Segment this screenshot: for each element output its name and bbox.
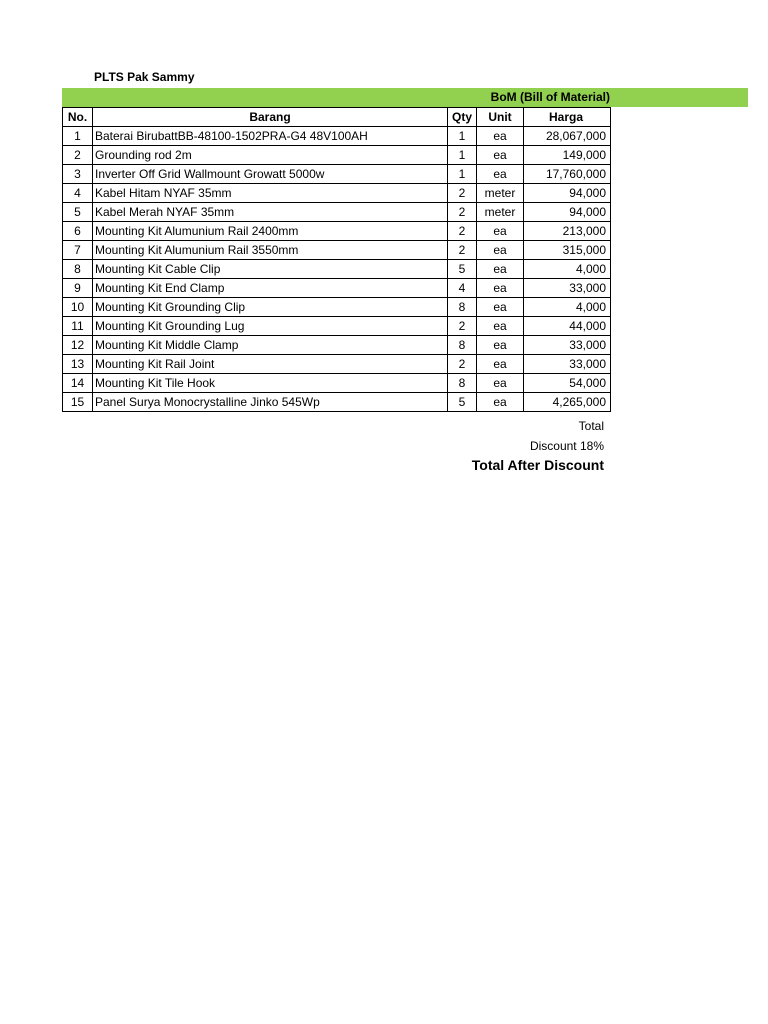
cell-qty: 5 <box>448 260 477 279</box>
cell-unit: ea <box>477 298 524 317</box>
cell-unit: ea <box>477 127 524 146</box>
cell-unit: ea <box>477 336 524 355</box>
cell-no: 13 <box>63 355 93 374</box>
discount-label: Discount 18% <box>529 439 604 453</box>
header-unit: Unit <box>477 108 524 127</box>
cell-qty: 1 <box>448 127 477 146</box>
cell-unit: meter <box>477 203 524 222</box>
cell-unit: ea <box>477 165 524 184</box>
cell-unit: meter <box>477 184 524 203</box>
cell-unit: ea <box>477 393 524 412</box>
table-row <box>63 317 611 336</box>
cell-barang: Mounting Kit Cable Clip <box>93 260 448 279</box>
table-row <box>63 298 611 317</box>
cell-barang: Grounding rod 2m <box>93 146 448 165</box>
cell-barang: Inverter Off Grid Wallmount Growatt 5000w <box>93 165 448 184</box>
cell-harga: 149,000 <box>524 146 611 165</box>
cell-harga: 94,000 <box>524 184 611 203</box>
header-barang: Barang <box>93 108 448 127</box>
table-header-row <box>63 108 611 127</box>
cell-no: 1 <box>63 127 93 146</box>
cell-unit: ea <box>477 279 524 298</box>
document-title: PLTS Pak Sammy <box>94 70 195 84</box>
cell-qty: 1 <box>448 146 477 165</box>
cell-qty: 2 <box>448 355 477 374</box>
cell-no: 2 <box>63 146 93 165</box>
cell-harga: 4,265,000 <box>524 393 611 412</box>
cell-barang: Baterai BirubattBB-48100-1502PRA-G4 48V100AH <box>93 127 448 146</box>
cell-qty: 5 <box>448 393 477 412</box>
cell-no: 5 <box>63 203 93 222</box>
cell-qty: 8 <box>448 336 477 355</box>
header-qty: Qty <box>448 108 477 127</box>
cell-unit: ea <box>477 222 524 241</box>
cell-no: 15 <box>63 393 93 412</box>
cell-unit: ea <box>477 241 524 260</box>
cell-no: 6 <box>63 222 93 241</box>
cell-barang: Mounting Kit Rail Joint <box>93 355 448 374</box>
cell-harga: 4,000 <box>524 260 611 279</box>
cell-harga: 213,000 <box>524 222 611 241</box>
cell-no: 12 <box>63 336 93 355</box>
cell-unit: ea <box>477 146 524 165</box>
table-row <box>63 393 611 412</box>
cell-barang: Kabel Hitam NYAF 35mm <box>93 184 448 203</box>
cell-qty: 8 <box>448 374 477 393</box>
cell-harga: 44,000 <box>524 317 611 336</box>
cell-unit: ea <box>477 260 524 279</box>
cell-barang: Kabel Merah NYAF 35mm <box>93 203 448 222</box>
cell-no: 7 <box>63 241 93 260</box>
cell-qty: 4 <box>448 279 477 298</box>
table-row <box>63 260 611 279</box>
cell-harga: 28,067,000 <box>524 127 611 146</box>
cell-qty: 2 <box>448 203 477 222</box>
cell-barang: Mounting Kit Middle Clamp <box>93 336 448 355</box>
cell-harga: 33,000 <box>524 279 611 298</box>
cell-qty: 2 <box>448 317 477 336</box>
cell-unit: ea <box>477 374 524 393</box>
cell-no: 3 <box>63 165 93 184</box>
cell-harga: 4,000 <box>524 298 611 317</box>
table-row <box>63 184 611 203</box>
cell-harga: 315,000 <box>524 241 611 260</box>
cell-qty: 2 <box>448 222 477 241</box>
table-row <box>63 127 611 146</box>
table-row <box>63 222 611 241</box>
bom-header-band <box>62 88 748 107</box>
cell-barang: Mounting Kit Grounding Clip <box>93 298 448 317</box>
cell-barang: Mounting Kit Tile Hook <box>93 374 448 393</box>
cell-no: 9 <box>63 279 93 298</box>
table-row <box>63 355 611 374</box>
cell-qty: 8 <box>448 298 477 317</box>
cell-harga: 17,760,000 <box>524 165 611 184</box>
cell-barang: Mounting Kit End Clamp <box>93 279 448 298</box>
cell-unit: ea <box>477 355 524 374</box>
bom-table <box>62 107 611 412</box>
cell-no: 10 <box>63 298 93 317</box>
cell-barang: Mounting Kit Grounding Lug <box>93 317 448 336</box>
cell-no: 11 <box>63 317 93 336</box>
total-after-discount-label: Total After Discount <box>471 457 604 473</box>
cell-harga: 54,000 <box>524 374 611 393</box>
bom-title: BoM (Bill of Material) <box>490 90 610 104</box>
table-row <box>63 374 611 393</box>
cell-no: 8 <box>63 260 93 279</box>
table-row <box>63 241 611 260</box>
cell-no: 4 <box>63 184 93 203</box>
header-no: No. <box>63 108 93 127</box>
cell-barang: Panel Surya Monocrystalline Jinko 545Wp <box>93 393 448 412</box>
table-row <box>63 165 611 184</box>
cell-unit: ea <box>477 317 524 336</box>
header-harga: Harga <box>524 108 611 127</box>
cell-harga: 94,000 <box>524 203 611 222</box>
cell-harga: 33,000 <box>524 355 611 374</box>
table-row <box>63 279 611 298</box>
cell-harga: 33,000 <box>524 336 611 355</box>
table-row <box>63 336 611 355</box>
table-row <box>63 203 611 222</box>
cell-qty: 2 <box>448 184 477 203</box>
cell-barang: Mounting Kit Alumunium Rail 3550mm <box>93 241 448 260</box>
cell-qty: 2 <box>448 241 477 260</box>
total-label: Total <box>578 419 604 433</box>
table-row <box>63 146 611 165</box>
cell-barang: Mounting Kit Alumunium Rail 2400mm <box>93 222 448 241</box>
cell-no: 14 <box>63 374 93 393</box>
cell-qty: 1 <box>448 165 477 184</box>
